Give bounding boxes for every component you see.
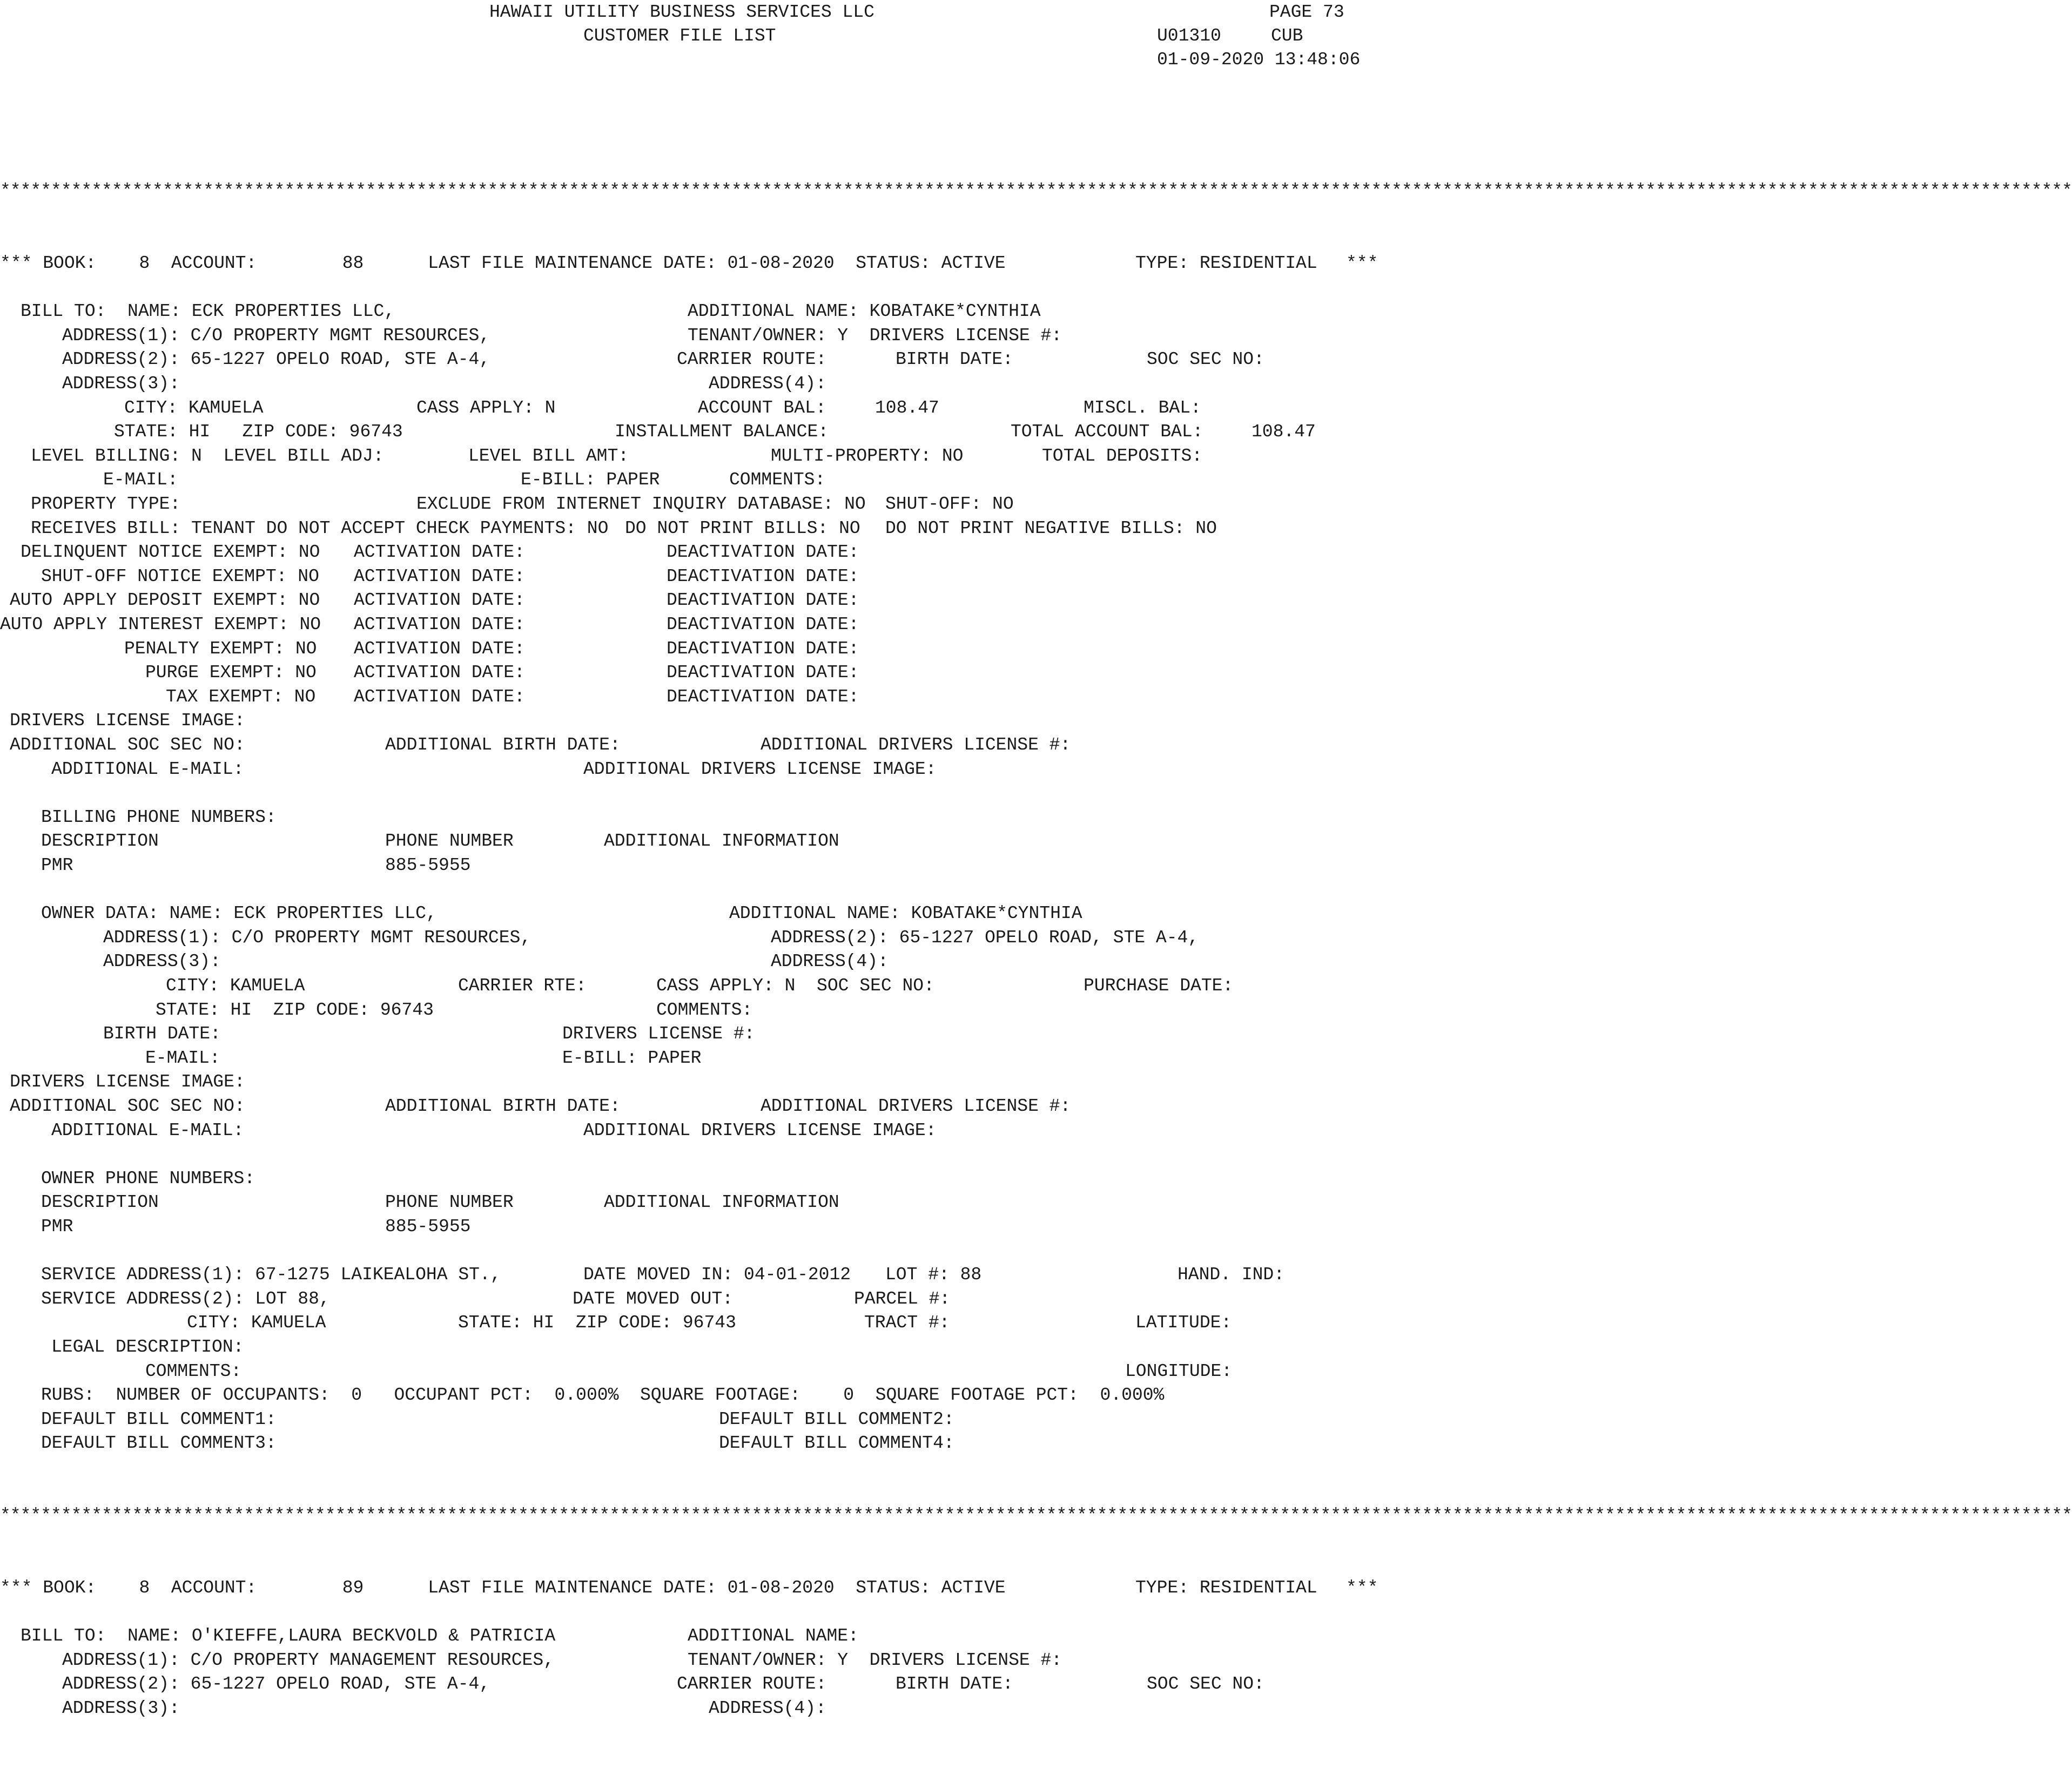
field-text: ADDITIONAL BIRTH DATE: bbox=[385, 735, 621, 755]
field-text: ADDRESS(2): 65-1227 OPELO ROAD, STE A-4, bbox=[62, 1674, 490, 1695]
field-text: TAX EXEMPT: NO bbox=[166, 686, 316, 707]
report-line bbox=[0, 589, 1377, 612]
field-text: DEACTIVATION DATE: bbox=[667, 638, 859, 659]
field-text: PMR bbox=[41, 1217, 73, 1237]
field-text: CITY: KAMUELA bbox=[166, 976, 305, 996]
field-text: DRIVERS LICENSE #: bbox=[562, 1024, 755, 1044]
field-text: ADDRESS(4): bbox=[771, 951, 889, 972]
report-line bbox=[0, 733, 1377, 757]
field-text: DEFAULT BILL COMMENT1: bbox=[41, 1409, 277, 1429]
field-text: CARRIER ROUTE: bbox=[677, 1674, 827, 1695]
report-line bbox=[0, 1022, 1377, 1046]
report-line bbox=[0, 902, 1377, 926]
asterisk-rule: ************************************************************************************************************************************************************************************************************ bbox=[0, 1506, 2072, 1526]
report-line bbox=[0, 613, 1377, 637]
field-text: TYPE: RESIDENTIAL bbox=[1135, 1578, 1317, 1598]
field-text: STATE: HI ZIP CODE: 96743 bbox=[114, 422, 403, 442]
field-text: CASS APPLY: N SOC SEC NO: bbox=[656, 976, 934, 996]
report-line bbox=[0, 685, 1377, 709]
field-text: DRIVERS LICENSE IMAGE: bbox=[10, 711, 245, 731]
report-line bbox=[0, 1047, 1377, 1070]
report-line bbox=[0, 926, 1377, 950]
field-text: TENANT/OWNER: Y DRIVERS LICENSE #: bbox=[688, 325, 1062, 346]
report-line bbox=[0, 1287, 1377, 1311]
field-text: SOC SEC NO: bbox=[1147, 349, 1264, 370]
field-text: PENALTY EXEMPT: NO bbox=[124, 638, 317, 659]
field-text: ADDRESS(3): bbox=[62, 1698, 180, 1718]
separator-line bbox=[0, 1504, 2072, 1528]
field-text: ADDITIONAL SOC SEC NO: bbox=[10, 1096, 245, 1116]
field-text: ADDRESS(2): 65-1227 OPELO ROAD, STE A-4, bbox=[771, 927, 1199, 948]
field-text: DELINQUENT NOTICE EXEMPT: NO bbox=[21, 542, 320, 563]
field-text: SERVICE ADDRESS(2): LOT 88, bbox=[41, 1288, 330, 1309]
field-text: ACCOUNT BAL: bbox=[698, 397, 826, 418]
report-line bbox=[0, 1649, 1377, 1672]
report-line bbox=[0, 950, 1377, 974]
field-text: PROPERTY TYPE: bbox=[31, 494, 181, 514]
field-text: LEVEL BILLING: N LEVEL BILL ADJ: bbox=[31, 446, 384, 466]
field-text: E-BILL: PAPER bbox=[521, 470, 660, 490]
field-text: LEGAL DESCRIPTION: bbox=[51, 1337, 244, 1357]
system-code: CUB bbox=[1271, 26, 1303, 46]
field-text: PMR bbox=[41, 855, 73, 875]
field-text: ADDRESS(4): bbox=[709, 374, 826, 394]
field-text: LEVEL BILL AMT: bbox=[468, 446, 629, 466]
field-text: *** bbox=[1346, 1578, 1378, 1598]
field-text: BIRTH DATE: bbox=[896, 349, 1013, 370]
report-line bbox=[0, 1311, 1377, 1335]
field-text: ADDITIONAL NAME: bbox=[688, 1626, 859, 1646]
report-line bbox=[0, 1697, 1377, 1720]
field-text: ADDITIONAL E-MAIL: bbox=[51, 1120, 244, 1140]
field-text: PHONE NUMBER bbox=[385, 831, 514, 852]
field-text: CARRIER ROUTE: bbox=[677, 349, 827, 370]
report-line bbox=[0, 1215, 1377, 1239]
separator-line bbox=[0, 179, 2072, 203]
report-line bbox=[0, 1432, 1377, 1455]
field-text: ADDITIONAL DRIVERS LICENSE IMAGE: bbox=[583, 1120, 937, 1140]
program-id: U01310 bbox=[1157, 26, 1221, 46]
field-text: MISCL. BAL: bbox=[1084, 397, 1201, 418]
field-text: DEACTIVATION DATE: bbox=[667, 686, 859, 707]
field-text: ACTIVATION DATE: bbox=[354, 686, 525, 707]
field-text: INSTALLMENT BALANCE: bbox=[615, 422, 829, 442]
field-text: DO NOT PRINT NEGATIVE BILLS: NO bbox=[885, 518, 1217, 538]
report-line bbox=[0, 396, 1377, 420]
field-text: TOTAL DEPOSITS: bbox=[1042, 446, 1203, 466]
field-text: *** bbox=[1346, 253, 1378, 273]
field-text: COMMENTS: bbox=[729, 470, 826, 490]
field-text: ADDITIONAL SOC SEC NO: bbox=[10, 735, 245, 755]
field-text: OWNER PHONE NUMBERS: bbox=[41, 1168, 255, 1189]
field-text: DEACTIVATION DATE: bbox=[667, 566, 859, 586]
run-datetime: 01-09-2020 13:48:06 bbox=[1157, 50, 1361, 70]
field-text: ADDITIONAL INFORMATION bbox=[604, 831, 839, 852]
field-text: LONGITUDE: bbox=[1125, 1361, 1233, 1381]
field-text: ADDITIONAL NAME: KOBATAKE*CYNTHIA bbox=[729, 903, 1082, 924]
field-text: ACTIVATION DATE: bbox=[354, 590, 525, 611]
field-text: ACTIVATION DATE: bbox=[354, 542, 525, 563]
report-line bbox=[0, 541, 1377, 564]
field-text: *** BOOK: 8 ACCOUNT: 89 LAST FILE MAINTENANCE DATE: 01-08-2020 STATUS: ACTIVE bbox=[0, 1578, 1006, 1598]
report-line bbox=[0, 1360, 1377, 1383]
report-line bbox=[0, 252, 1377, 275]
report-line bbox=[0, 444, 1377, 468]
field-text: STATE: HI ZIP CODE: 96743 bbox=[156, 1000, 434, 1020]
field-text: ADDRESS(1): C/O PROPERTY MANAGEMENT RESOURCES, bbox=[62, 1650, 554, 1670]
report-line bbox=[0, 348, 1377, 372]
field-text: 108.47 bbox=[875, 397, 939, 418]
company-name: HAWAII UTILITY BUSINESS SERVICES LLC bbox=[489, 2, 874, 22]
page-number: PAGE 73 bbox=[1269, 2, 1344, 22]
field-text: ADDRESS(3): bbox=[62, 374, 180, 394]
report-line bbox=[0, 1672, 1377, 1696]
field-text: DEACTIVATION DATE: bbox=[667, 590, 859, 611]
field-text: LOT #: 88 bbox=[885, 1265, 982, 1285]
field-text: 108.47 bbox=[1252, 422, 1316, 442]
field-text: ADDITIONAL BIRTH DATE: bbox=[385, 1096, 621, 1116]
report-line bbox=[0, 637, 1377, 661]
field-text: COMMENTS: bbox=[656, 1000, 753, 1020]
field-text: E-MAIL: bbox=[103, 470, 178, 490]
report-line bbox=[0, 517, 1377, 541]
field-text: CITY: KAMUELA bbox=[124, 397, 264, 418]
field-text: RUBS: NUMBER OF OCCUPANTS: 0 OCCUPANT PCT: 0.000% SQUARE FOOTAGE: 0 SQUARE FOOTAGE PCT: 0.000% bbox=[41, 1385, 1165, 1406]
report-line bbox=[0, 1624, 1377, 1648]
field-text: DESCRIPTION bbox=[41, 1192, 159, 1213]
field-text: DEACTIVATION DATE: bbox=[667, 542, 859, 563]
field-text: DESCRIPTION bbox=[41, 831, 159, 852]
field-text: DEFAULT BILL COMMENT2: bbox=[719, 1409, 954, 1429]
field-text: STATE: HI ZIP CODE: 96743 bbox=[458, 1313, 736, 1333]
field-text: TOTAL ACCOUNT BAL: bbox=[1011, 422, 1203, 442]
field-text: ADDRESS(3): bbox=[103, 951, 221, 972]
report-line bbox=[0, 372, 1377, 396]
field-text: ACTIVATION DATE: bbox=[354, 663, 525, 683]
field-text: 885-5955 bbox=[385, 855, 471, 875]
field-text: ADDRESS(2): 65-1227 OPELO ROAD, STE A-4, bbox=[62, 349, 490, 370]
field-text: TYPE: RESIDENTIAL bbox=[1135, 253, 1317, 273]
field-text: PARCEL #: bbox=[854, 1288, 951, 1309]
report-line bbox=[0, 420, 1377, 444]
field-text: ACTIVATION DATE: bbox=[354, 615, 525, 634]
field-text: 885-5955 bbox=[385, 1217, 471, 1237]
field-text: BILL TO: NAME: O'KIEFFE,LAURA BECKVOLD & PATRICIA bbox=[21, 1626, 556, 1646]
field-text: EXCLUDE FROM INTERNET INQUIRY DATABASE: NO bbox=[416, 494, 866, 514]
field-text: COMMENTS: bbox=[145, 1361, 242, 1381]
field-text: TENANT/OWNER: Y DRIVERS LICENSE #: bbox=[688, 1650, 1062, 1670]
field-text: E-BILL: PAPER bbox=[562, 1048, 702, 1068]
field-text: ACTIVATION DATE: bbox=[354, 566, 525, 586]
report-line bbox=[0, 492, 1377, 516]
field-text: BIRTH DATE: bbox=[103, 1024, 221, 1044]
field-text: RECEIVES BILL: TENANT DO NOT ACCEPT CHECK PAYMENTS: NO bbox=[31, 518, 609, 538]
field-text: ADDITIONAL NAME: KOBATAKE*CYNTHIA bbox=[688, 301, 1041, 322]
field-text: SOC SEC NO: bbox=[1147, 1674, 1264, 1695]
report-line bbox=[0, 1383, 1377, 1407]
field-text: ADDRESS(4): bbox=[709, 1698, 826, 1718]
field-text: SERVICE ADDRESS(1): 67-1275 LAIKEALOHA ST., bbox=[41, 1265, 501, 1285]
field-text: ADDRESS(1): C/O PROPERTY MGMT RESOURCES, bbox=[62, 325, 490, 346]
field-text: PHONE NUMBER bbox=[385, 1192, 514, 1213]
field-text: DATE MOVED IN: 04-01-2012 bbox=[583, 1265, 851, 1285]
report-line bbox=[0, 709, 1377, 733]
field-text: HAND. IND: bbox=[1178, 1265, 1285, 1285]
report-line bbox=[0, 1167, 1377, 1191]
field-text: DEFAULT BILL COMMENT4: bbox=[719, 1433, 954, 1454]
field-text: TRACT #: bbox=[864, 1313, 950, 1333]
report-line bbox=[0, 565, 1377, 589]
field-text: DO NOT PRINT BILLS: NO bbox=[625, 518, 860, 538]
field-text: ACTIVATION DATE: bbox=[354, 638, 525, 659]
field-text: DATE MOVED OUT: bbox=[573, 1288, 734, 1309]
field-text: E-MAIL: bbox=[145, 1048, 220, 1068]
report-line bbox=[0, 998, 1377, 1022]
field-text: ADDITIONAL E-MAIL: bbox=[51, 759, 244, 779]
field-text: PURCHASE DATE: bbox=[1084, 976, 1234, 996]
field-text: AUTO APPLY DEPOSIT EXEMPT: NO bbox=[10, 590, 320, 611]
field-text: DRIVERS LICENSE IMAGE: bbox=[10, 1072, 245, 1092]
report-line bbox=[0, 1263, 1377, 1287]
field-text: BIRTH DATE: bbox=[896, 1674, 1013, 1695]
report-line bbox=[0, 854, 1377, 878]
field-text: ADDRESS(1): C/O PROPERTY MGMT RESOURCES, bbox=[103, 927, 532, 948]
field-text: BILLING PHONE NUMBERS: bbox=[41, 807, 277, 827]
field-text: DEFAULT BILL COMMENT3: bbox=[41, 1433, 277, 1454]
field-text: DEACTIVATION DATE: bbox=[667, 615, 859, 634]
field-text: LATITUDE: bbox=[1135, 1313, 1232, 1333]
report-line bbox=[0, 468, 1377, 492]
field-text: CARRIER RTE: bbox=[458, 976, 587, 996]
asterisk-rule: ************************************************************************************************************************************************************************************************************ bbox=[0, 181, 2072, 201]
field-text: ADDITIONAL DRIVERS LICENSE #: bbox=[761, 1096, 1071, 1116]
field-text: SHUT-OFF: NO bbox=[885, 494, 1014, 514]
field-text: *** BOOK: 8 ACCOUNT: 88 LAST FILE MAINTENANCE DATE: 01-08-2020 STATUS: ACTIVE bbox=[0, 253, 1006, 273]
field-text: AUTO APPLY INTEREST EXEMPT: NO bbox=[0, 615, 321, 634]
report-line bbox=[0, 300, 1377, 323]
field-text: DEACTIVATION DATE: bbox=[667, 663, 859, 683]
report-line bbox=[0, 1335, 1377, 1359]
report-line bbox=[0, 1070, 1377, 1094]
field-text: OWNER DATA: NAME: ECK PROPERTIES LLC, bbox=[41, 903, 437, 924]
report-line bbox=[0, 661, 1377, 685]
field-text: ADDITIONAL INFORMATION bbox=[604, 1192, 839, 1213]
report-line bbox=[0, 758, 1377, 781]
report-line bbox=[0, 1576, 1377, 1600]
field-text: ADDITIONAL DRIVERS LICENSE #: bbox=[761, 735, 1071, 755]
field-text: ADDITIONAL DRIVERS LICENSE IMAGE: bbox=[583, 759, 937, 779]
field-text: SHUT-OFF NOTICE EXEMPT: NO bbox=[41, 566, 319, 586]
report-line bbox=[0, 974, 1377, 998]
report-title: CUSTOMER FILE LIST bbox=[583, 26, 776, 46]
report-line bbox=[0, 806, 1377, 829]
report-line bbox=[0, 829, 1377, 853]
report-line bbox=[0, 1119, 1377, 1143]
field-text: PURGE EXEMPT: NO bbox=[145, 663, 317, 683]
report-line bbox=[0, 1191, 1377, 1214]
field-text: CASS APPLY: N bbox=[416, 397, 556, 418]
report-line bbox=[0, 324, 1377, 348]
field-text: BILL TO: NAME: ECK PROPERTIES LLC, bbox=[21, 301, 395, 322]
field-text: CITY: KAMUELA bbox=[187, 1313, 326, 1333]
report-line bbox=[0, 1408, 1377, 1432]
field-text: MULTI-PROPERTY: NO bbox=[771, 446, 964, 466]
report-line bbox=[0, 1095, 1377, 1118]
